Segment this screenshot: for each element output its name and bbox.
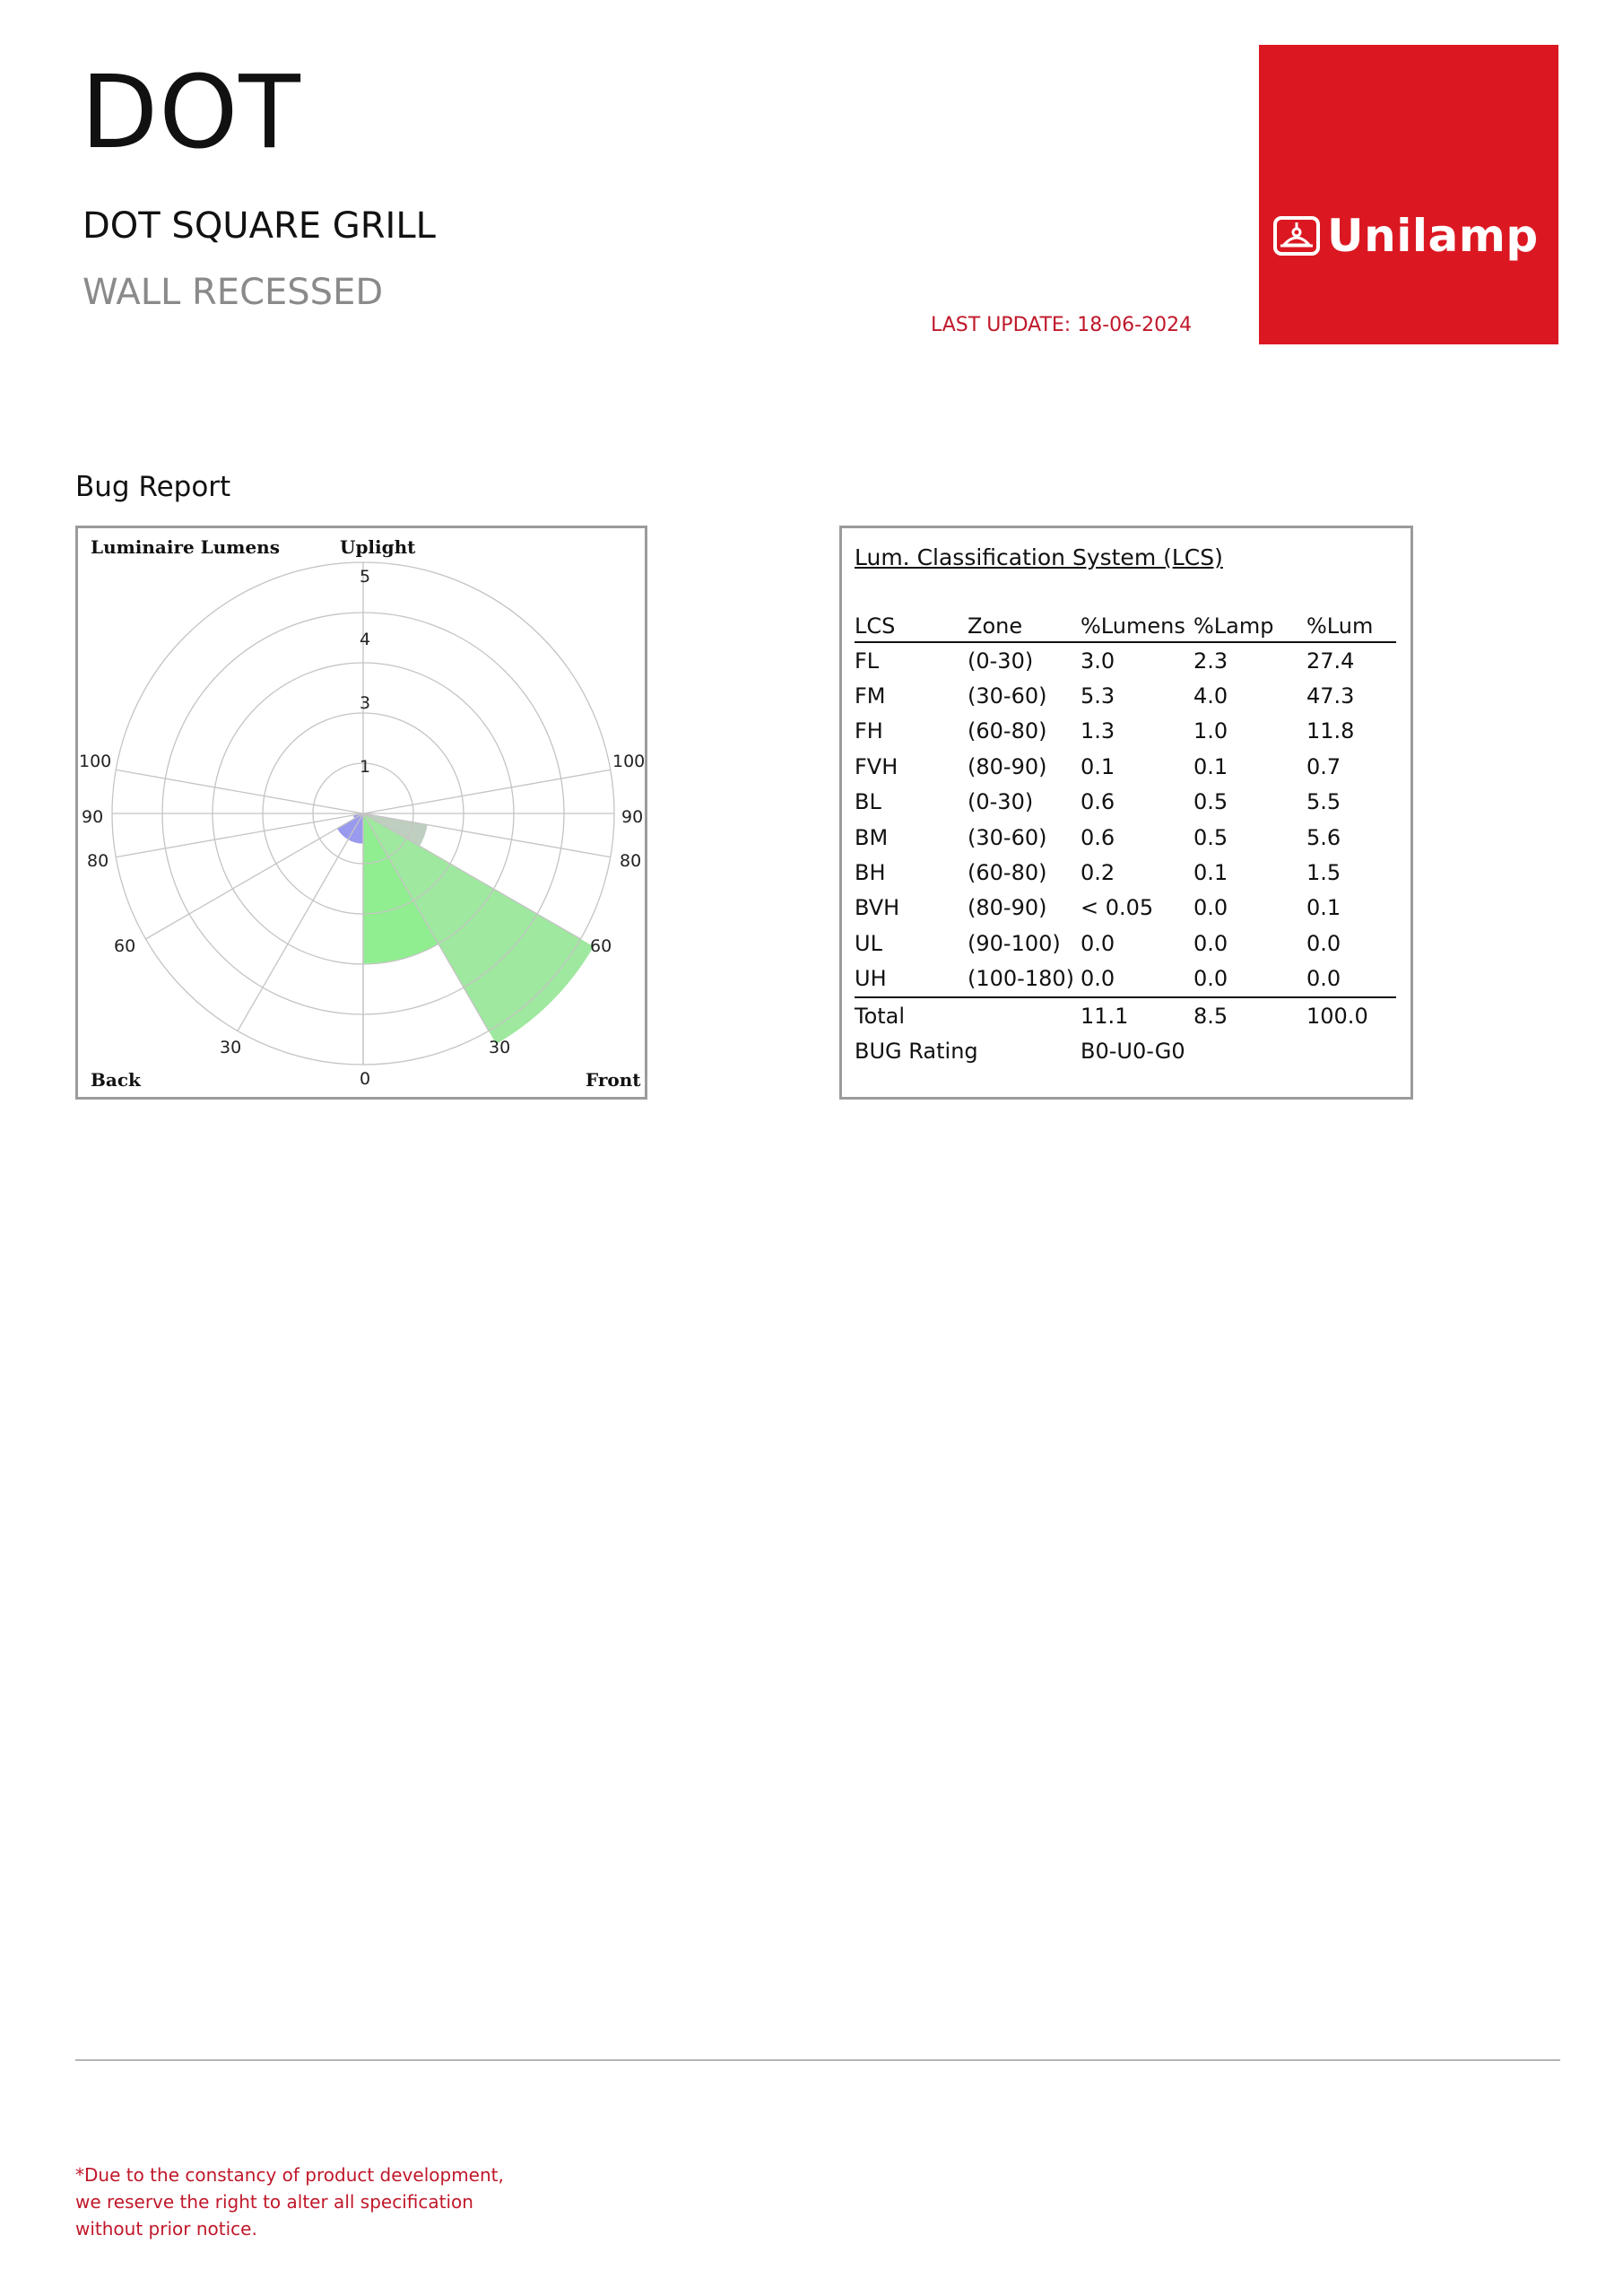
- angle-label-left-80: 80: [87, 851, 109, 871]
- zones-group: [337, 813, 594, 1044]
- brand-logo-inner: [1273, 210, 1539, 262]
- footer-divider: [75, 2059, 1560, 2061]
- lcs-cell: 5.6: [1306, 824, 1341, 850]
- ring-label-4: 4: [360, 630, 371, 649]
- lcs-cell: 0.0: [1306, 930, 1341, 956]
- ring-label-1: 1: [360, 757, 371, 777]
- lcs-cell: 2.3: [1193, 648, 1228, 674]
- lcs-cell: BH: [855, 860, 886, 886]
- lcs-total-lum: 100.0: [1306, 1003, 1368, 1029]
- polar-chart-svg: [78, 528, 645, 1097]
- lcs-cell: 27.4: [1306, 648, 1355, 674]
- angle-label-right-80: 80: [620, 851, 642, 871]
- ring-label-5: 5: [360, 567, 371, 587]
- lcs-cell: 47.3: [1306, 683, 1355, 709]
- lcs-header-row: [855, 611, 1396, 642]
- angle-label-left-90: 90: [82, 807, 104, 827]
- grid-spoke: [116, 770, 363, 813]
- back-label: Back: [91, 1069, 141, 1091]
- lcs-cell: (60-80): [968, 860, 1047, 886]
- lcs-cell: 0.7: [1306, 753, 1341, 779]
- lcs-header-zone: Zone: [968, 611, 1081, 642]
- angle-label-right-90: 90: [621, 807, 644, 827]
- lcs-cell: (0-30): [968, 648, 1034, 674]
- lcs-cell: 1.0: [1193, 718, 1228, 744]
- disclaimer-line: we reserve the right to alter all specification: [75, 2191, 473, 2213]
- lcs-table-panel: [839, 526, 1413, 1100]
- lcs-cell: 0.0: [1193, 895, 1228, 921]
- angle-label-right-100: 100: [612, 752, 645, 771]
- lcs-bug-value: B0-U0-G0: [1081, 1038, 1185, 1064]
- angle-label-left-100: 100: [79, 752, 112, 771]
- lcs-cell: FVH: [855, 753, 898, 779]
- angle-label-bottom-0: 0: [360, 1069, 371, 1089]
- lcs-cell: 5.3: [1081, 683, 1115, 709]
- lcs-cell: 11.8: [1306, 718, 1355, 744]
- lcs-cell: 0.5: [1193, 824, 1228, 850]
- lcs-cell: 0.6: [1081, 789, 1115, 815]
- lcs-cell: FM: [855, 683, 886, 709]
- grid-spoke: [238, 813, 363, 1031]
- lcs-cell: 0.0: [1081, 961, 1193, 997]
- disclaimer-line: without prior notice.: [75, 2218, 257, 2239]
- ring-label-3: 3: [360, 693, 371, 713]
- lcs-table: [855, 611, 1396, 1069]
- lcs-cell: < 0.05: [1081, 895, 1154, 921]
- product-title: DOT: [81, 55, 301, 171]
- table-row: [855, 785, 1396, 820]
- lcs-cell: BVH: [855, 895, 900, 921]
- lcs-total-lamp: 8.5: [1193, 1003, 1228, 1029]
- lcs-cell: UH: [855, 961, 968, 997]
- table-row: [855, 961, 1396, 997]
- disclaimer-line: *Due to the constancy of product development,: [75, 2164, 504, 2186]
- lcs-cell: (30-60): [968, 824, 1047, 850]
- table-row: [855, 714, 1396, 749]
- lcs-cell: (0-30): [968, 789, 1034, 815]
- lcs-cell: (100-180): [968, 961, 1081, 997]
- angle-label-left-30: 30: [220, 1038, 242, 1057]
- lcs-header-lcs: LCS: [855, 611, 968, 642]
- table-row: [855, 891, 1396, 926]
- lcs-header-lumens: %Lumens: [1081, 611, 1193, 642]
- lcs-cell: 4.0: [1193, 683, 1228, 709]
- lamp-icon: [1273, 216, 1320, 256]
- lcs-cell: (90-100): [968, 930, 1061, 956]
- lcs-cell: 5.5: [1306, 789, 1341, 815]
- lcs-cell: BL: [855, 789, 881, 815]
- angle-label-left-60: 60: [114, 936, 136, 956]
- lcs-total-lumens: 11.1: [1081, 1003, 1129, 1029]
- table-row: [855, 820, 1396, 855]
- uplight-label: Uplight: [340, 536, 416, 558]
- lcs-cell: 0.0: [1193, 930, 1228, 956]
- lcs-cell: 0.1: [1081, 753, 1115, 779]
- table-row: [855, 678, 1396, 713]
- lcs-cell: 0.0: [1306, 961, 1396, 997]
- lcs-header-lamp: %Lamp: [1193, 611, 1306, 642]
- lcs-total-row: [855, 997, 1396, 1033]
- grid-spoke: [363, 770, 611, 813]
- lcs-cell: (80-90): [968, 895, 1047, 921]
- lcs-header-lum: %Lum: [1306, 611, 1396, 642]
- lcs-total-label: Total: [855, 1003, 906, 1029]
- last-update: LAST UPDATE: 18-06-2024: [931, 314, 1193, 336]
- lcs-cell: 1.5: [1306, 860, 1341, 886]
- lcs-cell: 0.0: [1193, 961, 1306, 997]
- table-row: [855, 926, 1396, 961]
- lcs-title: Lum. Classification System (LCS): [855, 544, 1223, 570]
- table-row: [855, 855, 1396, 890]
- lcs-cell: UL: [855, 930, 882, 956]
- lcs-bug-row: [855, 1033, 1396, 1068]
- lcs-cell: 0.0: [1081, 930, 1115, 956]
- product-category: WALL RECESSED: [82, 272, 384, 313]
- disclaimer: [75, 2161, 504, 2242]
- luminaire-lumens-label: Luminaire Lumens: [91, 536, 280, 558]
- lcs-cell: FH: [855, 718, 883, 744]
- lcs-cell: 0.1: [1306, 895, 1341, 921]
- lcs-cell: 0.2: [1081, 860, 1115, 886]
- table-row: [855, 749, 1396, 784]
- brand-name: Unilamp: [1327, 210, 1539, 262]
- lcs-cell: 1.3: [1081, 718, 1115, 744]
- lcs-cell: 3.0: [1081, 648, 1115, 674]
- lcs-cell: (60-80): [968, 718, 1047, 744]
- table-row: [855, 642, 1396, 678]
- lcs-bug-label: BUG Rating: [855, 1038, 978, 1064]
- angle-label-right-30: 30: [489, 1038, 511, 1057]
- lcs-cell: 0.1: [1193, 753, 1228, 779]
- front-label: Front: [586, 1069, 641, 1091]
- angle-label-right-60: 60: [590, 936, 612, 956]
- lcs-cell: (30-60): [968, 683, 1047, 709]
- product-subtitle: DOT SQUARE GRILL: [82, 205, 436, 247]
- lcs-cell: 0.1: [1193, 860, 1228, 886]
- lcs-cell: BM: [855, 824, 889, 850]
- brand-logo: [1259, 45, 1558, 344]
- lcs-cell: 0.5: [1193, 789, 1228, 815]
- lcs-cell: (80-90): [968, 753, 1047, 779]
- section-title: Bug Report: [75, 471, 231, 503]
- lcs-cell: FL: [855, 648, 880, 674]
- lcs-cell: 0.6: [1081, 824, 1115, 850]
- bug-polar-chart: [75, 526, 647, 1100]
